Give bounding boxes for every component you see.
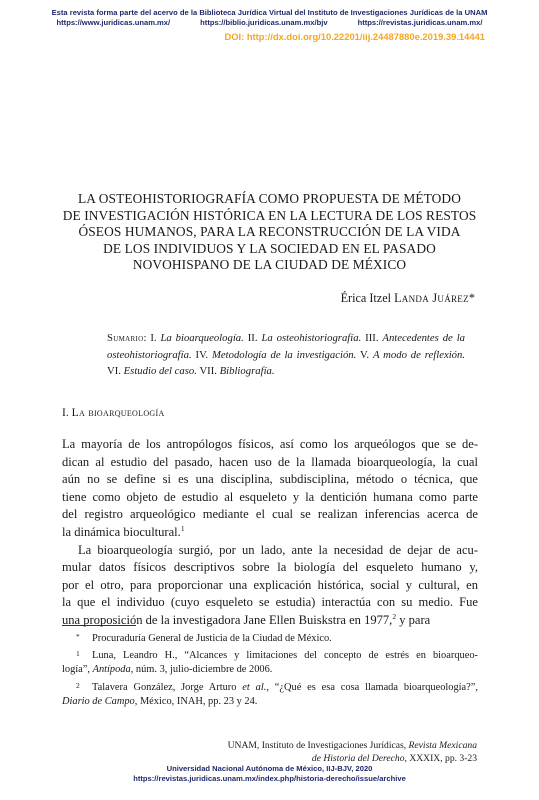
footnote-text: Procuraduría General de Justicia de la Ciudad de México. xyxy=(92,633,332,644)
summary-item: Estudio del caso. xyxy=(123,365,197,378)
summary-item: La osteohistoriografía. xyxy=(261,332,362,344)
text-line: La bioarqueología surgió, por un lado, ante la necesidad de dejar de acu- xyxy=(78,542,478,557)
section-heading xyxy=(62,406,165,419)
university-credit: Universidad Nacional Autónoma de México, IIJ-BJV, 2020 xyxy=(166,764,373,773)
summary: Sumario: I. La bioarqueología. II. La osteohistoriografía. III. Antecedentes de la osteohistoriografía. IV. Metodología de la investigación. V. A modo de reflexión. VI. Estudio del caso. VII. Bibliografía. xyxy=(107,332,466,378)
title-line: DE INVESTIGACIÓN HISTÓRICA EN LA LECTURA DE LOS RESTOS xyxy=(62,207,477,223)
footnote-text: Luna, Leandro H., “Alcances y limitaciones del concepto de estrés en bioarqueo- xyxy=(92,650,478,662)
footnote-mark: 1 xyxy=(76,649,80,659)
summary-num: II. xyxy=(247,332,258,344)
summary-num: V. xyxy=(360,348,370,361)
journal-citation: UNAM, Instituto de Investigaciones Jurídicas, Revista Mexicana de Historia del Derecho, XXXIX, pp. 3-23 xyxy=(227,740,477,764)
title-line: ÓSEOS HUMANOS, PARA LA RECONSTRUCCIÓN DE LA VIDA xyxy=(78,224,461,239)
summary-num: IV. xyxy=(195,348,209,361)
text-line: mular datos físicos descriptivos sobre la biología del esqueleto humano y, xyxy=(62,560,478,575)
footnote xyxy=(62,632,478,646)
link-juridicas[interactable]: https://www.juridicas.unam.mx/ xyxy=(56,18,171,27)
text-line: por el otro, para proporcionar una explicación histórica, social y cultural, en xyxy=(62,577,478,592)
summary-item: Antecedentes de la osteohistoriografía. xyxy=(107,332,466,361)
summary-num: VII. xyxy=(199,365,217,378)
publisher-footer xyxy=(0,764,539,784)
title-line: LA OSTEOHISTORIOGRAFÍA COMO PROPUESTA DE MÉTODO xyxy=(78,191,461,206)
section-number: I. xyxy=(62,406,69,419)
article-title xyxy=(40,191,499,274)
author-surname: Landa Juárez xyxy=(394,291,469,305)
footnote: 2 Talavera González, Jorge Arturo et al., “¿Qué es esa cosa llamada bioarqueología?”, Diario de Campo, México, INAH, pp. 23 y 24. xyxy=(62,680,478,707)
archive-link[interactable]: https://revistas.juridicas.unam.mx/index.php/historia-derecho/issue/archive xyxy=(133,774,406,783)
journal-title: Diario de Campo xyxy=(62,695,135,707)
summary-label: Sumario xyxy=(107,332,144,344)
summary-item: A modo de reflexión. xyxy=(372,348,466,361)
footnote-mark: * xyxy=(76,632,80,641)
text-line: la que el individuo (cuyo esqueleto se estudia) interactúa con su medio. Fue xyxy=(62,595,478,610)
footnote-separator xyxy=(62,625,136,626)
link-revistas[interactable]: https://revistas.juridicas.unam.mx/ xyxy=(357,18,483,27)
section-title: La bioarqueología xyxy=(71,406,165,419)
footnotes xyxy=(62,632,478,712)
summary-num: I. xyxy=(150,332,157,344)
title-line: NOVOHISPANO DE LA CIUDAD DE MÉXICO xyxy=(132,257,407,272)
link-biblio[interactable]: https://biblio.juridicas.unam.mx/bjv xyxy=(200,18,328,27)
summary-num: VI. xyxy=(107,365,121,378)
title-line: DE LOS INDIVIDUOS Y LA SOCIEDAD EN EL PASADO xyxy=(103,240,436,256)
text-line: La mayoría de los antropólogos físicos, así como los arqueólogos que se de- xyxy=(62,437,478,451)
journal-title: Antípoda xyxy=(92,664,131,676)
footnote-mark: 2 xyxy=(76,680,80,690)
repository-notice: Esta revista forma parte del acervo de la Biblioteca Jurídica Virtual del Instituto de Investigaciones Jurídicas de la UNAM xyxy=(51,8,488,17)
author-mark: * xyxy=(468,291,475,305)
text-line: del registro arqueológico mediante el cual se realizan inferencias acerca de xyxy=(62,507,478,522)
author-given: Érica Itzel xyxy=(340,291,392,305)
repository-links xyxy=(0,18,539,27)
footnote-text: Talavera González, Jorge Arturo et al., “¿Qué es esa cosa llamada bioarqueología?”, xyxy=(92,681,478,693)
footnote: 1 Luna, Leandro H., “Alcances y limitaciones del concepto de estrés en bioarqueo- logía”, Antípoda, núm. 3, julio-diciembre de 2006. xyxy=(62,649,478,676)
footnote-ref[interactable]: 2 xyxy=(392,611,397,621)
text-line: tiene como objeto de estudio al esqueleto y la dentición humana como parte xyxy=(62,489,478,504)
text-line: una proposición de la investigadora Jane Ellen Buiskstra en 1977,$^2$ y para xyxy=(62,611,431,627)
doi-link[interactable]: DOI: http://dx.doi.org/10.22201/iij.24487880e.2019.39.14441 xyxy=(224,31,485,42)
text-line: dican al estudio del pasado, hacen uso de la llamada bioarqueología, la cual xyxy=(62,454,478,469)
body-text xyxy=(62,436,478,630)
text-line: aún no se define si es una disciplina, subdisciplina, método o técnica, que xyxy=(62,472,478,487)
text-line: la dinámica biocultural.$^1$ xyxy=(62,523,185,539)
author xyxy=(341,291,475,306)
summary-item: Metodología de la investigación. xyxy=(211,348,357,361)
footnote-ref[interactable]: 1 xyxy=(180,523,185,533)
summary-item: Bibliografía. xyxy=(219,365,275,378)
summary-item: La bioarqueología. xyxy=(160,332,244,344)
summary-num: III. xyxy=(365,332,379,344)
